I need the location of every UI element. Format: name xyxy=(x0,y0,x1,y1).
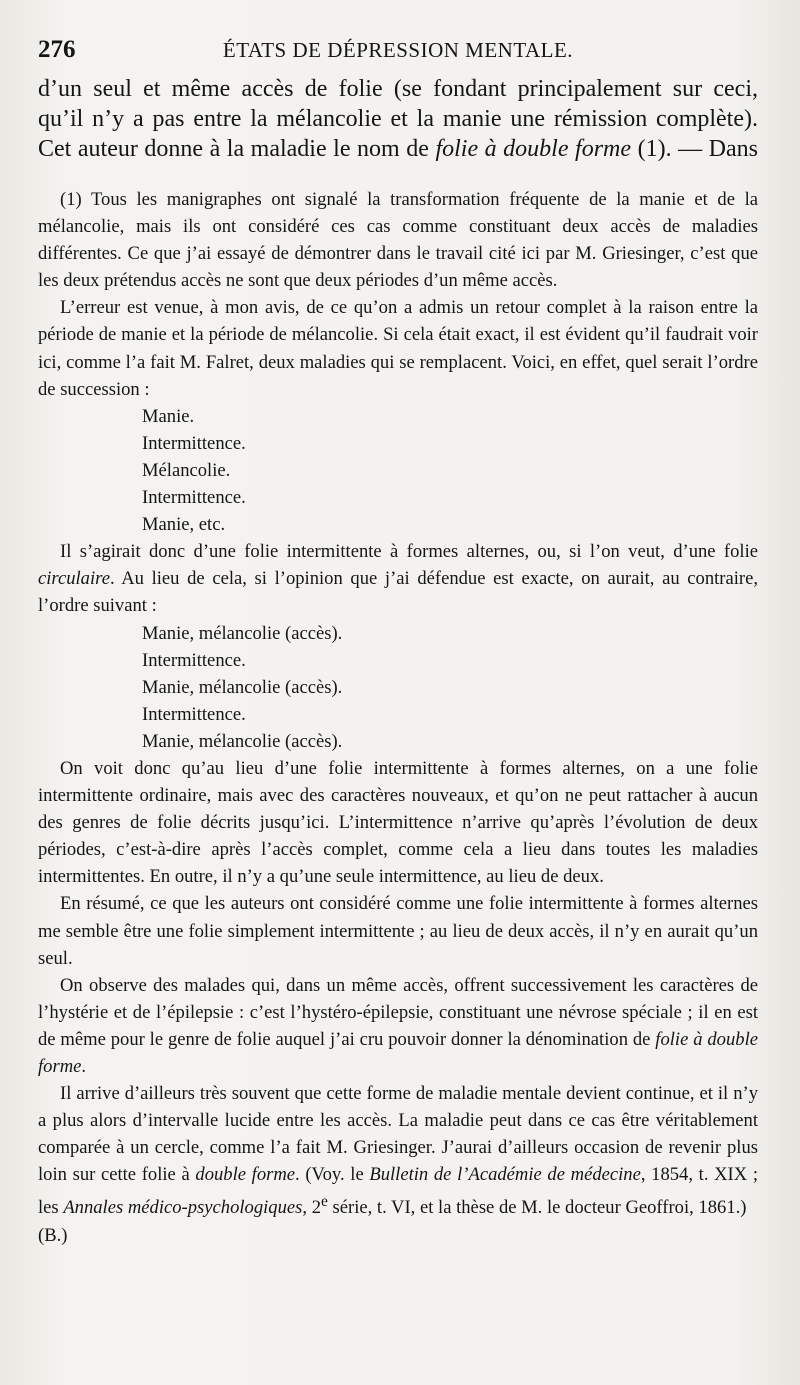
main-text-line: d’un seul et même accès de folie (se fondant principalement sur ceci, xyxy=(38,76,758,102)
main-text-line: qu’il n’y a pas entre la mélancolie et la manie une rémission complète). xyxy=(38,106,758,132)
page-header xyxy=(38,36,758,68)
main-text-segment: (1). — Dans xyxy=(631,136,758,162)
list-item: Manie. xyxy=(142,405,195,427)
footnote-paragraph: En résumé, ce que les auteurs ont considéré comme une folie intermittente à formes alternes me semble être une folie simplement intermittente ; au lieu de deux accès, il n’y en aurait qu’un seul. xyxy=(38,893,758,969)
page-number: 276 xyxy=(38,36,76,63)
text-segment: . (Voy. le xyxy=(295,1164,370,1186)
footnote-paragraph: On voit donc qu’au lieu d’une folie intermittente à formes alternes, on a une folie intermittente ordinaire, mais avec des caractères nouveaux, et qu’on ne peut rattacher à aucun des genres de folie décrits jusqu’ici. L’intermittence n’arrive qu’après l’évolution de deux périodes, c’est-à-dire après l’accès complet, comme cela a lieu dans toutes les maladies intermittentes. En outre, il n’y a qu’une seule intermittence, au lieu de deux. xyxy=(38,757,758,888)
italic-segment: circulaire xyxy=(38,568,110,590)
succession-list xyxy=(38,403,758,538)
italic-segment: Annales médico-psychologiques xyxy=(63,1197,303,1219)
text-segment: Il arrive d’ailleurs très souvent que cette forme de maladie mentale devient continue, et il n’y a plus alors d’intervalle lucide entre les accès. La maladie peut dans ce cas être véritablement comparée à un cercle, comme l’a fait M. Griesinger. J’aurai d’ailleurs occasion de revenir plus loin sur cette folie à xyxy=(38,1083,758,1186)
superscript: e xyxy=(320,1193,328,1211)
main-text-segment: Cet auteur donne à la maladie le nom de xyxy=(38,136,436,162)
text-segment: Il s’agirait donc d’une folie intermittente à formes alternes, ou, si l’on veut, d’une folie xyxy=(60,541,758,563)
main-text xyxy=(38,74,758,164)
list-item: Mélancolie. xyxy=(142,459,231,481)
footnote-paragraph: (1) Tous les manigraphes ont signalé la transformation fréquente de la manie et de la mélancolie, mais ils ont considéré ces cas comme constituant deux accès de maladies différentes. Ce que j’ai essayé de démontrer dans le travail cité ici par M. Griesinger, c’est que les deux prétendus accès ne sont que deux périodes d’un même accès. xyxy=(38,189,758,292)
footnote-paragraph xyxy=(38,1080,758,1222)
running-head: ÉTATS DE DÉPRESSION MENTALE. xyxy=(222,38,574,62)
italic-segment: Bulletin de l’Académie de médecine xyxy=(369,1164,641,1186)
main-text-italic: folie à double forme xyxy=(435,136,632,162)
footnote-paragraph xyxy=(38,538,758,619)
alternative-order-list xyxy=(38,620,758,755)
main-text-line xyxy=(38,134,758,164)
list-item: Manie, mélancolie (accès). xyxy=(142,730,343,752)
list-item: Intermittence. xyxy=(142,432,246,454)
italic-segment: folie à double forme xyxy=(38,1028,758,1077)
list-item: Manie, etc. xyxy=(142,514,226,536)
text-segment: On observe des malades qui, dans un même accès, offrent successivement les caractères de l’hystérie et de l’épilepsie : c’est l’hystéro-épilepsie, constituant une névrose spéciale ; il en est de même pour le genre de folie auquel j’ai cru pouvoir donner la dénomination de xyxy=(38,974,758,1050)
list-item: Manie, mélancolie (accès). xyxy=(142,622,343,644)
list-item: Intermittence. xyxy=(142,649,246,671)
text-segment: , 2 xyxy=(302,1197,321,1219)
list-item: Manie, mélancolie (accès). xyxy=(142,676,343,698)
footnote-signature: (B.) xyxy=(38,1224,68,1246)
footnote-paragraph xyxy=(38,972,758,1080)
list-item: Intermittence. xyxy=(142,487,246,509)
text-segment: série, t. VI, et la thèse de M. le docteur Geoffroi, 1861.) xyxy=(327,1197,747,1219)
list-item: Intermittence. xyxy=(142,703,246,725)
text-segment: . Au lieu de cela, si l’opinion que j’ai défendue est exacte, on aurait, au contraire, l’ordre suivant : xyxy=(38,568,758,617)
italic-segment: double forme xyxy=(195,1164,296,1186)
text-segment: . xyxy=(81,1056,87,1077)
footnote xyxy=(38,186,758,1249)
footnote-paragraph: L’erreur est venue, à mon avis, de ce qu’on a admis un retour complet à la raison entre la période de manie et la période de mélancolie. Si cela était exact, il est évident qu’il faudrait voir ici, comme l’a fait M. Falret, deux maladies qui se remplacent. Voici, en effet, quel serait l’ordre de succession : xyxy=(38,297,758,400)
text-segment: , 1854, t. XIX ; les xyxy=(38,1164,759,1219)
